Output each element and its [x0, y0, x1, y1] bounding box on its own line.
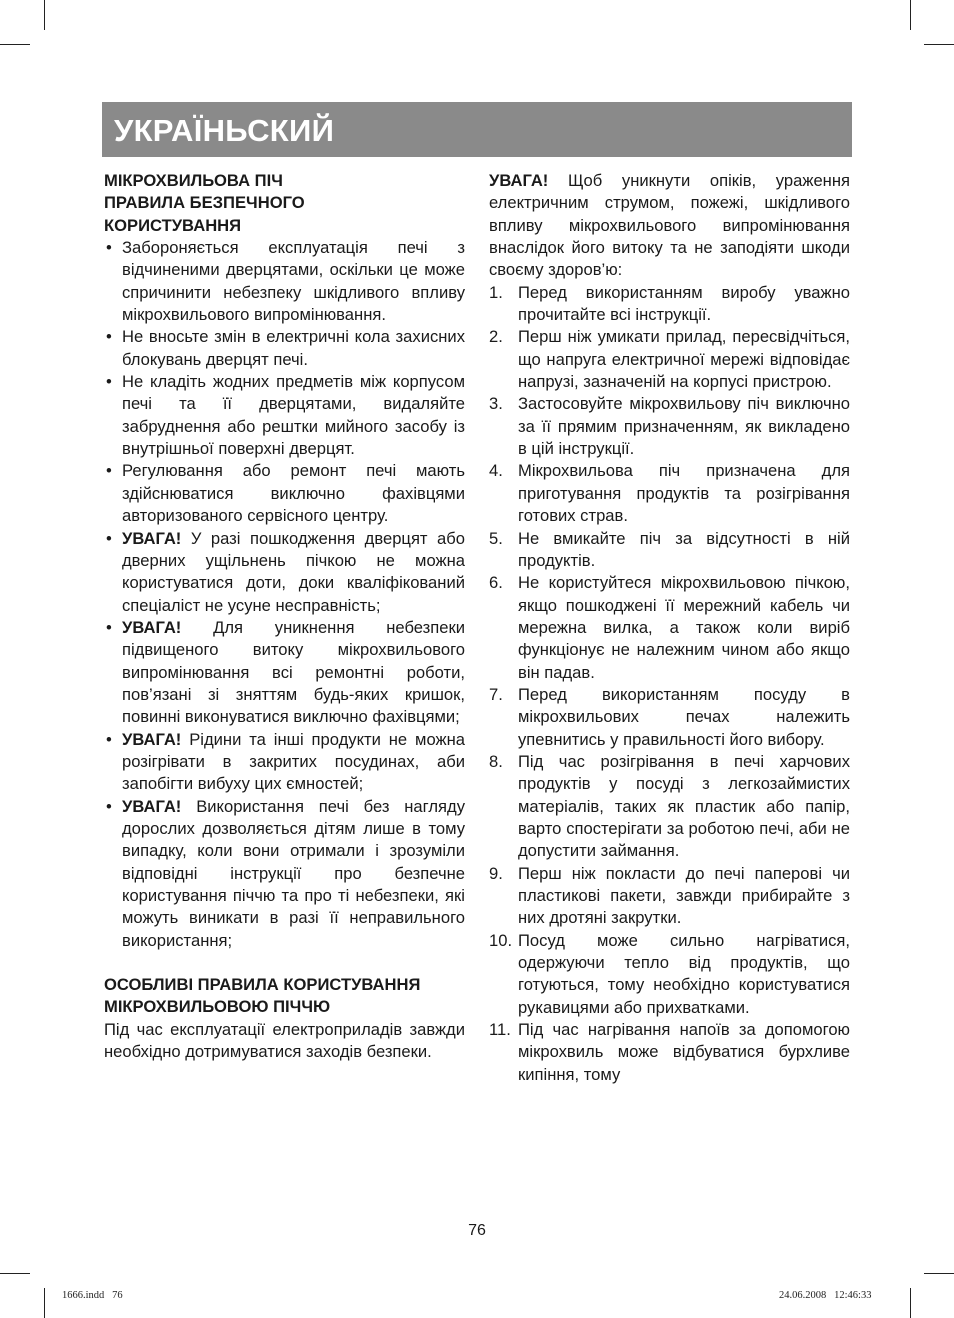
crop-mark: [0, 1273, 30, 1274]
intro-paragraph: УВАГА! Щоб уникнути опіків, ураження електричним струмом, пожежі, шкідливого впливу мікрохвильового випромінювання внаслідок його витоку та не заподіяти шкоди своєму здоров’ю:: [489, 171, 850, 280]
list-item: • УВАГА! Рідини та інші продукти не можна розігрівати в закритих посудинах, аби запобігти вибуху цих ємностей;: [104, 729, 465, 796]
list-item: 4. Мікрохвильова піч призначена для приготування продуктів та розігрівання готових страв.: [489, 461, 850, 526]
crop-mark: [0, 44, 30, 45]
crop-mark: [44, 1288, 45, 1318]
footer-file-info: 1666.indd 76: [62, 1290, 123, 1301]
list-item: 3. Застосовуйте мікрохвильову піч виключно за її прямим призначенням, як викладено в цій інструкції.: [489, 394, 850, 459]
list-item: • Не кладіть жодних предметів між корпусом печі та її дверцятами, видаляйте забруднення або рештки мийного засобу із внутрішньої поверхні дверцят.: [104, 371, 465, 460]
list-item: 10. Посуд може сильно нагріватися, одержуючи тепло від продуктів, що готуються, тому необхідно користуватися рукавицями або прихватками.: [489, 930, 850, 1017]
list-item: • УВАГА! Для уникнення небезпеки підвищеного витоку мікрохвильового випромінювання всі ремонтні роботи, пов’язані зі зняттям будь-яких кришок, повинні виконуватися виключно фахівцями;: [104, 617, 465, 729]
left-column: [104, 170, 465, 1063]
list-item: • Регулювання або ремонт печі мають здійснюватися виключно фахівцями авторизованого сервісного центру.: [104, 460, 465, 527]
section-heading-safety: МІКРОХВИЛЬОВА ПІЧ ПРАВИЛА БЕЗПЕЧНОГО КОРИСТУВАННЯ: [104, 171, 305, 235]
section-heading-special-rules: ОСОБЛИВІ ПРАВИЛА КОРИСТУВАННЯ МІКРОХВИЛЬОВОЮ ПІЧЧЮ: [104, 975, 421, 1017]
safety-bullet-list: [104, 237, 465, 952]
list-item: • Не вносьте змін в електричні кола захисних блокувань дверцят печі.: [104, 326, 465, 371]
language-banner: [102, 102, 852, 157]
list-item: 1. Перед використанням виробу уважно прочитайте всі інструкції.: [489, 282, 850, 325]
list-item: 11. Під час нагрівання напоїв за допомогою мікрохвиль може відбуватися бурхливе кипіння, тому: [489, 1020, 850, 1084]
right-column: [489, 170, 850, 1086]
language-title: УКРАЇНЬСКИЙ: [114, 113, 335, 148]
crop-mark: [910, 1288, 911, 1318]
list-item: 6. Не користуйтеся мікрохвильовою пічкою, якщо пошкоджені її мережний кабель чи мережна вилка, а також коли виріб функціонує не належним чином або якщо він падав.: [489, 573, 850, 682]
list-item: 7. Перед використанням посуду в мікрохвильових печах належить упевнитись у правильності його вибору.: [489, 684, 850, 749]
list-item: 2. Перш ніж умикати прилад, пересвідчіться, що напруга електричної мережі відповідає напрузі, зазначеній на корпусі пристрою.: [489, 327, 850, 392]
list-item: • УВАГА! Використання печі без нагляду дорослих дозволяється дітям лише в тому випадку, коли вони отримали і зрозуміли відповідні інструкції про безпечне користування піччю та про ті небезпеки, які можуть виникати в разі її неправильного використання;: [104, 796, 465, 952]
page-number: 76: [468, 1222, 486, 1239]
crop-mark: [924, 44, 954, 45]
crop-mark: [44, 0, 45, 30]
list-item: • УВАГА! У разі пошкодження дверцят або дверних ущільнень пічкою не можна користуватися доти, доки кваліфікований спеціаліст не усуне несправність;: [104, 528, 465, 617]
list-item: 8. Під час розігрівання в печі харчових продуктів у посуді з легкозаймистих матеріалів, таких як пластик або папір, варто спостерігати за роботою печі, аби не допустити займання.: [489, 751, 850, 861]
section-paragraph: Під час експлуатації електроприладів завжди необхідно дотримуватися заходів безпеки.: [104, 1019, 465, 1062]
list-item: 5. Не вмикайте піч за відсутності в ній продуктів.: [489, 528, 850, 570]
footer-datetime: 24.06.2008 12:46:33: [779, 1290, 872, 1301]
crop-mark: [924, 1273, 954, 1274]
crop-mark: [910, 0, 911, 30]
list-item: • Забороняється експлуатація печі з відчиненими дверцятами, оскільки це може спричинити небезпеку шкідливого впливу мікрохвильового випромінювання.: [104, 237, 465, 326]
list-item: 9. Перш ніж покласти до печі паперові чи пластикові пакети, завжди прибирайте з них дротяні закрутки.: [489, 863, 850, 928]
numbered-instructions: [489, 282, 850, 1086]
